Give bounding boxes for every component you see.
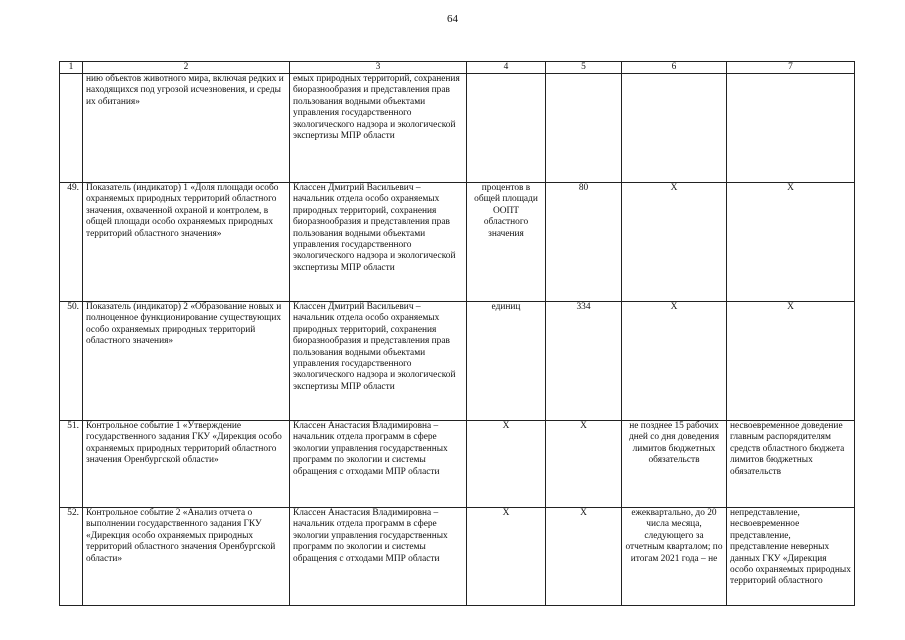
table-row — [60, 183, 855, 302]
deadline-cell: ежеквартально, до 20 числа месяца, следующего за отчетным кварталом; по итогам 2021 года – не — [622, 508, 727, 606]
header-row — [60, 62, 855, 74]
row-number — [60, 74, 83, 183]
deadline-cell: не позднее 15 рабочих дней со дня доведения лимитов бюджетных обязательств — [622, 421, 727, 508]
row-number: 50. — [60, 302, 83, 421]
item-name: Показатель (индикатор) 2 «Образование новых и полноценное функционирование существующих особо охраняемых природных территорий областного значения» — [83, 302, 290, 421]
column-header: 2 — [83, 62, 290, 74]
consequence-cell: X — [727, 183, 855, 302]
responsible-person: Классен Дмитрий Васильевич – начальник отдела особо охраняемых природных территорий, сохранения биоразнообразия и представления прав пользования водными объектами управления государственного экологического надзора и экологической экспертизы МПР области — [290, 302, 467, 421]
table-row — [60, 302, 855, 421]
item-name: Показатель (индикатор) 1 «Доля площади особо охраняемых природных территорий областного значения, охваченной охраной и контролем, в общей площади особо охраняемых природных территорий областного значения» — [83, 183, 290, 302]
responsible-person: Классен Дмитрий Васильевич – начальник отдела особо охраняемых природных территорий, сохранения биоразнообразия и представления прав пользования водными объектами управления государственного экологического надзора и экологической экспертизы МПР области — [290, 183, 467, 302]
consequence-cell: X — [727, 302, 855, 421]
value-cell: 80 — [546, 183, 622, 302]
consequence-cell: непредставление, несвоевременное представление, представление неверных данных ГКУ «Дирекция особо охраняемых природных территорий областного — [727, 508, 855, 606]
value-cell: 334 — [546, 302, 622, 421]
column-header: 1 — [60, 62, 83, 74]
document-table — [59, 61, 855, 606]
responsible-person: Классен Анастасия Владимировна – начальник отдела программ в сфере экологии управления государственных программ по экологии и системы обращения с отходами МПР области — [290, 508, 467, 606]
deadline-cell — [622, 74, 727, 183]
column-header: 3 — [290, 62, 467, 74]
unit-cell: процентов в общей площади ООПТ областного значения — [467, 183, 546, 302]
item-name: Контрольное событие 1 «Утверждение государственного задания ГКУ «Дирекция особо охраняемых природных территорий областного значения Оренбургской области» — [83, 421, 290, 508]
item-name: Контрольное событие 2 «Анализ отчета о выполнении государственного задания ГКУ «Дирекция особо охраняемых природных территорий областного значения Оренбургской области» — [83, 508, 290, 606]
column-header: 6 — [622, 62, 727, 74]
page-number: 64 — [447, 13, 458, 25]
row-number: 52. — [60, 508, 83, 606]
value-cell: X — [546, 421, 622, 508]
unit-cell: единиц — [467, 302, 546, 421]
responsible-person: Классен Анастасия Владимировна – начальник отдела программ в сфере экологии управления государственных программ по экологии и системы обращения с отходами МПР области — [290, 421, 467, 508]
deadline-cell: X — [622, 302, 727, 421]
value-cell: X — [546, 508, 622, 606]
value-cell — [546, 74, 622, 183]
table-row — [60, 421, 855, 508]
item-name: нию объектов животного мира, включая редких и находящихся под угрозой исчезновения, и среды их обитания» — [83, 74, 290, 183]
responsible-person: емых природных территорий, сохранения биоразнообразия и представления прав пользования водными объектами управления государственного экологического надзора и экологической экспертизы МПР области — [290, 74, 467, 183]
deadline-cell: X — [622, 183, 727, 302]
unit-cell — [467, 74, 546, 183]
consequence-cell — [727, 74, 855, 183]
table-row — [60, 74, 855, 183]
column-header: 5 — [546, 62, 622, 74]
column-header: 4 — [467, 62, 546, 74]
row-number: 51. — [60, 421, 83, 508]
unit-cell: X — [467, 508, 546, 606]
table-row — [60, 508, 855, 606]
consequence-cell: несвоевременное доведение главным распорядителям средств областного бюджета лимитов бюджетных обязательств — [727, 421, 855, 508]
unit-cell: X — [467, 421, 546, 508]
column-header: 7 — [727, 62, 855, 74]
row-number: 49. — [60, 183, 83, 302]
